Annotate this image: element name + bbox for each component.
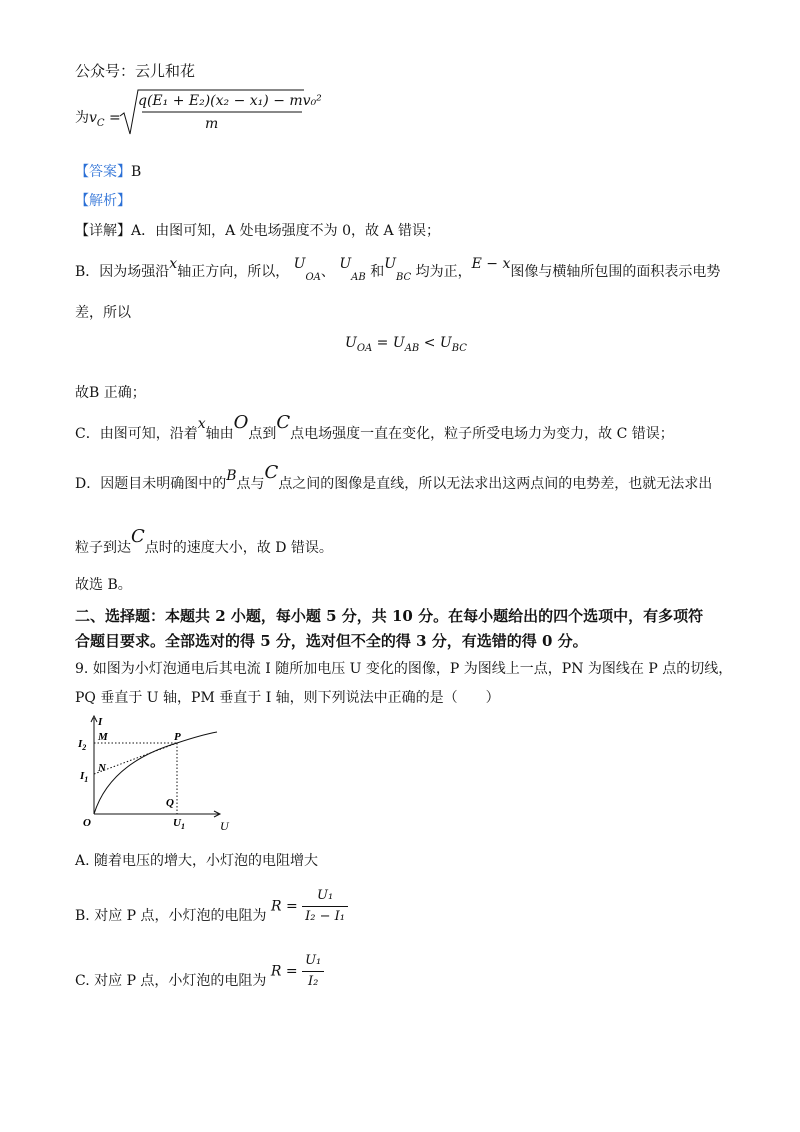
detail-a-line: 【详解】A．由图可知，A 处电场强度不为 0，故 A 错误； [75, 223, 441, 239]
vc-eq: = [109, 110, 121, 126]
option-c-text: C. 对应 P 点，小灯泡的电阻为 [75, 972, 267, 989]
label-o: O [83, 817, 91, 829]
option-c-den: I₂ [307, 974, 319, 989]
ineq-u1-sub: OA [356, 343, 373, 354]
label-i1: $I_1$ [80, 770, 89, 784]
detail-b-line2: 差，所以 [75, 305, 131, 321]
option-c [75, 951, 324, 992]
label-u1: $U_1$ [173, 817, 185, 831]
c-text-1: C．由图可知，沿着 [75, 426, 198, 442]
b-text-4: 图像与横轴所包围的面积表示电势 [510, 264, 721, 280]
option-c-lhs: R = [270, 963, 298, 980]
d-var-c2: C [131, 526, 145, 547]
ineq-u1: U [345, 335, 357, 351]
d-text-5: 点时的速度大小，故 D 错误。 [144, 540, 333, 556]
c-var-x: x [197, 416, 206, 432]
b-ubc: U [384, 256, 396, 272]
b-uoa-sub: OA [305, 272, 321, 283]
c-text-4: 点电场强度一直在变化，粒子所受电场力为变力，故 C 错误； [290, 426, 674, 442]
ineq-eq: = [372, 335, 393, 351]
detail-d-line1 [75, 462, 713, 494]
b-and: 和 [370, 264, 385, 280]
option-c-fraction [302, 951, 324, 992]
ineq-u3-sub: BC [451, 343, 467, 354]
b-uab-sub: AB [351, 272, 366, 283]
d-text-1: D．因题目未明确图中的 [75, 476, 227, 492]
answer-tag: 【答案】 [75, 164, 131, 180]
option-b-text: B. 对应 P 点，小灯泡的电阻为 [75, 907, 267, 924]
sqrt-numerator: q(E₁ + E₂)(x₂ − x₁) − mv₀² [138, 93, 322, 109]
label-q: Q [166, 797, 174, 809]
option-b-num: U₁ [302, 886, 348, 907]
option-b [75, 886, 348, 927]
vc-formula [75, 108, 121, 134]
option-a: A. 随着电压的增大，小灯泡的电阻增大 [75, 853, 319, 869]
b-var-x: x [169, 256, 178, 272]
q9-line1: 9. 如图为小灯泡通电后其电流 I 随所加电压 U 变化的图像，P 为图线上一点，PN 为图线在 P 点的切线， [75, 661, 733, 677]
vc-sub: C [96, 118, 105, 129]
vc-lhs: v [89, 110, 97, 126]
b-uoa: U [293, 256, 306, 272]
iu-curve [94, 732, 217, 814]
detail-c-line [75, 412, 674, 444]
analysis-tag: 【解析】 [75, 193, 131, 209]
d-text-4: 粒子到达 [75, 540, 131, 556]
b-ubc-sub: BC [396, 272, 412, 283]
d-text-3: 点之间的图像是直线，所以无法求出这两点间的电势差，也就无法求出 [278, 476, 713, 492]
b-uab: U [339, 256, 352, 272]
vc-prefix: 为 [75, 110, 89, 126]
c-text-3: 点到 [248, 426, 277, 442]
b-e-minus-x: E − x [471, 256, 511, 272]
d-text-2: 点与 [236, 476, 265, 492]
detail-d-line2 [75, 526, 333, 558]
d-var-c: C [264, 462, 279, 483]
detail-b-conclusion: 故B 正确； [75, 385, 146, 401]
b-sep: 、 [320, 264, 335, 280]
watermark-text: 公众号：云儿和花 [75, 63, 196, 80]
ineq-u2-sub: AB [404, 343, 420, 354]
label-i: I [98, 716, 103, 728]
option-b-den: I₂ − I₁ [305, 909, 346, 924]
label-u: U [220, 819, 229, 833]
q9-line2: PQ 垂直于 U 轴，PM 垂直于 I 轴，则下列说法中正确的是（ ） [75, 690, 500, 706]
b-text-2: 轴正方向，所以， [177, 264, 290, 280]
label-p: P [174, 731, 181, 743]
d-var-b: B [226, 468, 237, 484]
choice-line: 故选 B。 [75, 577, 132, 593]
c-text-2: 轴由 [205, 426, 234, 442]
label-i2: $I_2$ [78, 738, 87, 752]
label-m: M [98, 731, 108, 743]
b-text-3: 均为正， [415, 264, 472, 280]
ineq-u3: U [439, 335, 452, 351]
option-c-num: U₁ [302, 951, 324, 972]
detail-b-line1 [75, 256, 721, 288]
section-header-2: 合题目要求。全部选对的得 5 分，选对但不全的得 3 分，有选错的得 0 分。 [75, 632, 588, 650]
answer-value: B [131, 164, 142, 180]
option-b-lhs: R = [270, 898, 298, 915]
sqrt-denominator: m [205, 116, 219, 132]
ineq-u2: U [392, 335, 405, 351]
option-b-fraction [302, 886, 348, 927]
c-var-o: O [233, 412, 249, 433]
c-var-c: C [276, 412, 291, 433]
iu-graph [70, 712, 240, 834]
section-header-1: 二、选择题：本题共 2 小题，每小题 5 分，共 10 分。在每小题给出的四个选项中，有多项符 [75, 607, 704, 625]
b-text-1: B．因为场强沿 [75, 264, 170, 280]
answer-line [75, 162, 141, 182]
label-n: N [98, 762, 106, 774]
ineq-lt: < [419, 335, 440, 351]
b-inequality [345, 333, 467, 359]
